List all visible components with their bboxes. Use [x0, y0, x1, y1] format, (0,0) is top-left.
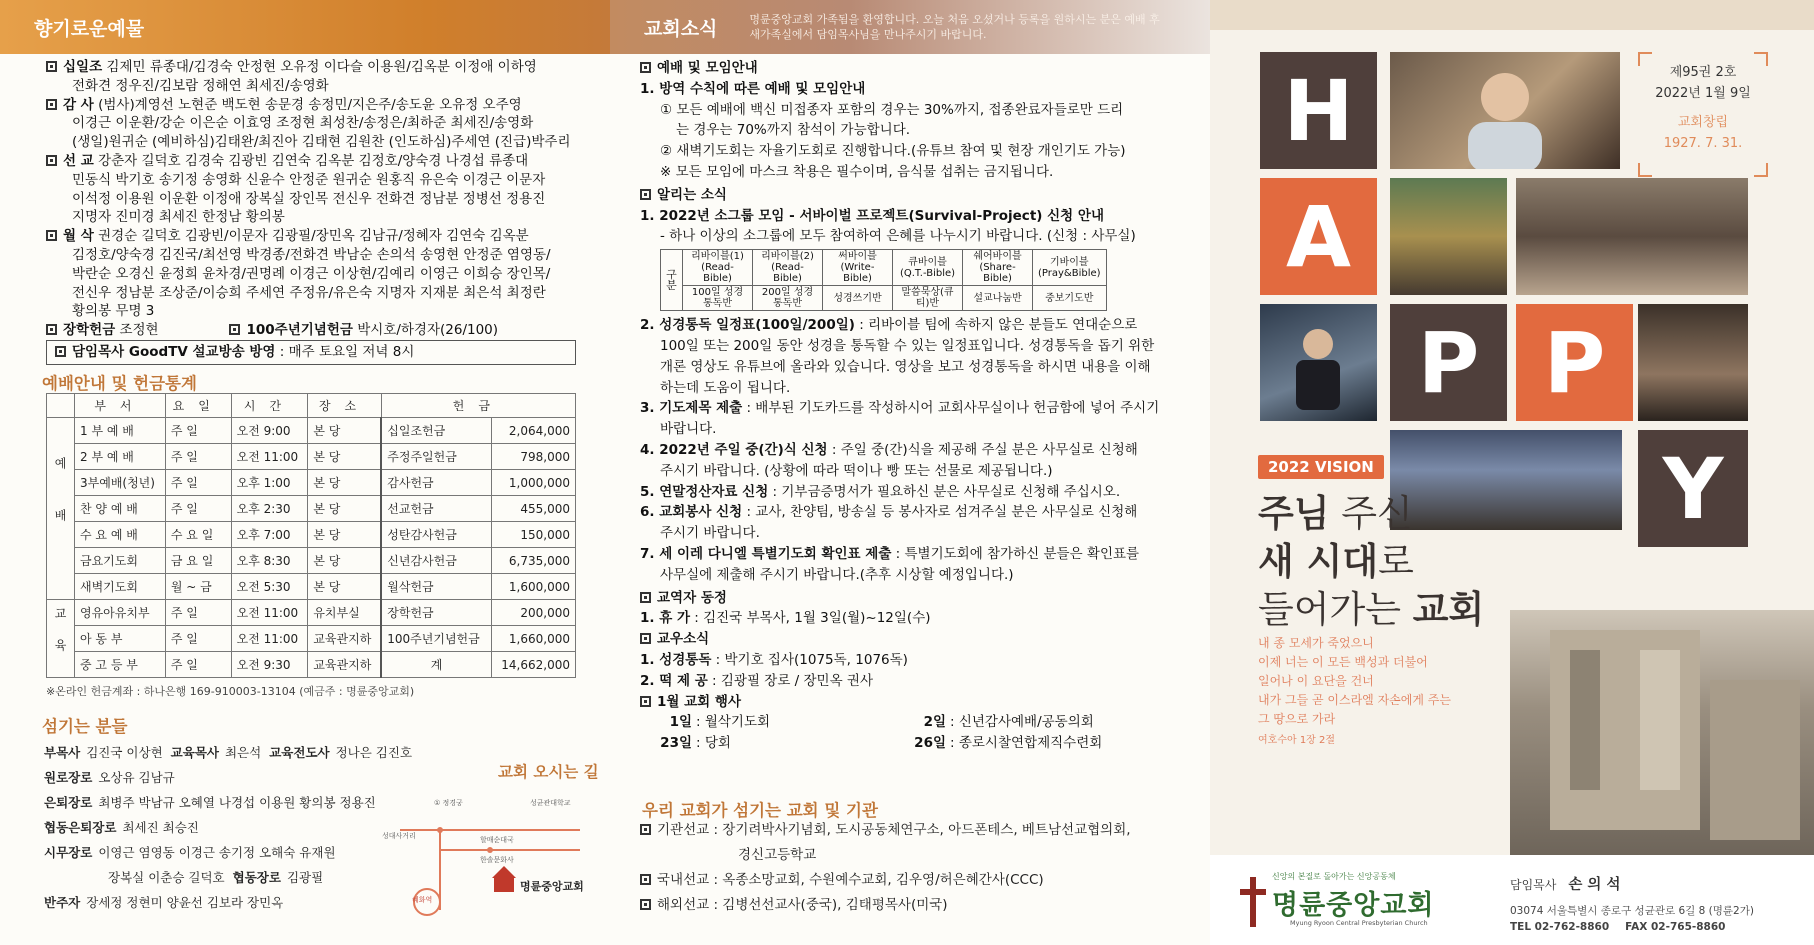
- table-row: [47, 496, 576, 522]
- th-empty: [47, 394, 75, 418]
- people-photo: [1638, 304, 1748, 421]
- news-item: 1. 휴 가: [640, 610, 691, 627]
- table-row: [47, 574, 576, 600]
- news-line: : 김광필 장로 / 장민옥 권사: [707, 672, 874, 689]
- org-value: : 장기려박사기념회, 도시공동체연구소, 아드폰테스, 베트남선교협의회,: [713, 822, 1131, 838]
- table-cell: 오전 11:00: [231, 444, 308, 470]
- staff-row: [44, 890, 364, 915]
- offering-names-line: 황의봉 무명 3: [72, 303, 155, 320]
- section-worship: 예배 및 모임안내: [657, 60, 758, 76]
- staff-names: 정나은 김진호: [335, 745, 413, 760]
- news-line: : 배부된 기도카드를 작성하시어 교회사무실이나 헌금함에 넣어 주시기: [742, 400, 1160, 417]
- table-row: [47, 444, 576, 470]
- square-bullet-icon: [640, 696, 651, 707]
- map-drawing: [380, 760, 600, 930]
- table-cell: 수 요 일: [165, 522, 231, 548]
- news-item-row: [640, 398, 1200, 419]
- rt-head: 써바이블 (Write-Bible): [823, 250, 893, 286]
- staff-role: 교육목사: [170, 745, 219, 760]
- table-cell: 오전 5:30: [231, 574, 308, 600]
- rt-val: 성경쓰기반: [823, 286, 893, 311]
- verse-line: 이제 너는 이 모든 백성과 더불어: [1258, 655, 1428, 669]
- table-cell: 월삭헌금: [381, 574, 491, 600]
- church-eng-name: Myung Ryoon Central Presbyterian Church: [1290, 919, 1428, 927]
- table-cell: 아 동 부: [75, 626, 166, 652]
- org-row: [640, 893, 1200, 918]
- welcome-note: 명륜중앙교회 가족됨을 환영합니다. 오늘 처음 오셨거나 등록을 원하시는 분은 예배 후 새가족실에서 담임목사님을 만나주시기 바랍니다.: [749, 13, 1160, 41]
- table-cell: 주 일: [165, 652, 231, 678]
- rt-head: 리바이블(2) (Read-Bible): [753, 250, 823, 286]
- table-cell: 오전 9:30: [231, 652, 308, 678]
- news-line: : 박기호 집사(1075독, 1076독): [711, 651, 908, 668]
- square-bullet-icon: [640, 824, 651, 835]
- section-events: 1월 교회 행사: [657, 693, 741, 710]
- news-line: ① 모든 예배에 백신 미접종자 포함의 경우는 30%까지, 접종완료자들로만 드리: [660, 101, 1124, 118]
- section-member-news: 교우소식: [657, 631, 710, 648]
- pastor-photo-icon: [1390, 52, 1620, 169]
- section-announcements: 알리는 소식: [657, 186, 727, 203]
- table-cell: 오전 9:00: [231, 418, 308, 444]
- cover-panel: [1210, 0, 1814, 945]
- news-item: 1. 2022년 소그룹 모임 - 서바이벌 프로젝트(Survival-Project) 신청 안내: [640, 207, 1105, 224]
- building-icon: [1510, 610, 1814, 855]
- table-cell: 2,064,000: [491, 418, 575, 444]
- issue-date: 2022년 1월 9일: [1655, 86, 1751, 101]
- table-cell: 선교헌금: [381, 496, 491, 522]
- church-tagline: 신앙의 본질로 돌아가는 신앙공동체: [1272, 872, 1396, 881]
- map-label-crossroad: 성대사거리: [382, 832, 416, 840]
- map-title: 교회 오시는 길: [498, 763, 599, 781]
- news-line: 사무실에 제출해 주시기 바랍니다.(추후 시상할 예정입니다.): [660, 566, 1014, 583]
- th-place: 장소: [308, 394, 381, 418]
- table-cell: 오후 1:00: [231, 470, 308, 496]
- table-cell: 수 요 예 배: [75, 522, 166, 548]
- org-value: : 김병선선교사(중국), 김태평목사(미국): [713, 897, 948, 913]
- offering-names-line: 김제민 류종대/김경숙 안정현 오유정 이다슬 이용원/김옥분 이정애 이하영: [106, 59, 537, 75]
- table-cell: 본 당: [308, 418, 381, 444]
- news-line: - 하나 이상의 소그룹에 모두 참여하여 은혜를 나누시기 바랍니다. (신청 : 사무실): [660, 228, 1136, 245]
- letter-a-tile: A: [1260, 178, 1377, 295]
- congregation-photo: [1390, 178, 1507, 295]
- table-cell: 금 요 일: [165, 548, 231, 574]
- th-dept: 부서: [75, 394, 166, 418]
- table-cell: 455,000: [491, 496, 575, 522]
- th-day: 요일: [165, 394, 231, 418]
- worship-table: [46, 393, 576, 678]
- table-cell: 장학헌금: [381, 600, 491, 626]
- offering-line: [46, 58, 586, 77]
- map-label-restaurant: 할매순대국: [480, 836, 514, 844]
- worship-title: 예배안내 및 헌금통계: [42, 374, 197, 393]
- table-cell: 교육관지하: [308, 652, 381, 678]
- offering-line: [46, 265, 586, 284]
- news-item-row: [640, 544, 1200, 565]
- news-item: 6. 교회봉사 신청: [640, 504, 743, 521]
- offering-names-line: 전화견 정우진/김보람 정해연 최세진/송영화: [72, 77, 329, 94]
- table-cell: 본 당: [308, 444, 381, 470]
- table-cell: 2 부 예 배: [75, 444, 166, 470]
- square-bullet-icon: [640, 633, 651, 644]
- news-line: 개론 영상도 유튜브에 올라와 있습니다. 영상을 보고 성경통독을 하시면 내용을 이해: [660, 358, 1151, 375]
- org-label: 기관선교: [657, 822, 710, 838]
- square-bullet-icon: [46, 324, 57, 335]
- news-line: : 교사, 찬양팀, 방송실 등 봉사자로 섬겨주실 분은 사무실로 신청해: [742, 504, 1138, 521]
- table-cell: 100주년기념헌금: [381, 626, 491, 652]
- staff-role: 협동은퇴장로: [44, 820, 117, 835]
- offering-line: [46, 190, 586, 209]
- staff-role: 원로장로: [44, 770, 93, 785]
- news-item-row: [640, 482, 1200, 503]
- pastor-info: 담임목사 손 의 석: [1510, 877, 1621, 893]
- table-cell: 새벽기도회: [75, 574, 166, 600]
- account-note: ※온라인 헌금계좌 : 하나은행 169-910003-13104 (예금주 : 명륜중앙교회): [46, 685, 415, 698]
- table-cell: 십일조헌금: [381, 418, 491, 444]
- offering-line: [46, 246, 586, 265]
- news-item-row: [640, 315, 1200, 336]
- broadcast-label: 담임목사 GoodTV 설교방송 방영: [72, 343, 276, 360]
- news-item: 2. 성경통독 일정표(100일/200일): [640, 317, 855, 334]
- table-cell: 주정주일헌금: [381, 444, 491, 470]
- church-name-logo: 명륜중앙교회: [1272, 890, 1435, 921]
- news-line: : 기부금증명서가 필요하신 분은 사무실로 신청해 주십시오.: [768, 483, 1121, 500]
- table-cell: 주 일: [165, 444, 231, 470]
- rt-head: 큐바이블 (Q.T.-Bible): [893, 250, 963, 286]
- table-cell: 오전 11:00: [231, 626, 308, 652]
- verse-line: 내가 그들 곧 이스라엘 자손에게 주는: [1258, 693, 1451, 707]
- broadcast-value: : 매주 토요일 저녁 8시: [279, 343, 415, 360]
- staff-row: [44, 790, 376, 815]
- table-cell: 오전 11:00: [231, 600, 308, 626]
- news-line: 주시기 바랍니다. (상황에 따라 떡이나 빵 또는 선물로 제공됩니다.): [660, 462, 1053, 479]
- offering-names: [46, 58, 586, 365]
- staff-names: 최세진 최승진: [122, 820, 199, 835]
- staff-row: [44, 840, 364, 865]
- group-worship: 예배: [47, 418, 75, 600]
- offering-names-line: 강춘자 길덕호 김경숙 김광빈 김연숙 김옥분 김정호/양숙경 나경섭 류종대: [98, 152, 529, 169]
- map-label-univ: 성균관대학교: [530, 799, 571, 807]
- offering-line: [46, 227, 586, 246]
- table-row: [47, 418, 576, 444]
- church-contact: TEL 02-762-8860 FAX 02-765-8860: [1510, 921, 1726, 933]
- table-cell: 계: [381, 652, 491, 678]
- offerings-title: 향기로운예물: [34, 17, 145, 40]
- square-bullet-icon: [46, 230, 57, 241]
- table-cell: 월 ~ 금: [165, 574, 231, 600]
- table-cell: 6,735,000: [491, 548, 575, 574]
- news-item: 1. 성경통독: [640, 651, 712, 668]
- offering-names-line: 전신우 정남분 조상준/이승희 주세연 주정유/유은숙 지명자 지재분 최은석 최정란: [72, 284, 546, 301]
- letter-p-tile-1: P: [1390, 304, 1507, 421]
- news-title: 교회소식: [644, 17, 718, 40]
- offering-line: [46, 302, 586, 321]
- group-photo: [1516, 178, 1748, 295]
- staff-row: [44, 765, 364, 790]
- verse-line: 일어나 이 요단을 건너: [1258, 674, 1374, 688]
- offering-label: 선 교: [63, 152, 94, 169]
- square-bullet-icon: [55, 346, 66, 357]
- org-label: 해외선교: [657, 897, 710, 913]
- centennial-label: 100주년기념헌금: [246, 322, 353, 339]
- staff-names: 김광필: [286, 870, 324, 885]
- news-item: 3. 기도제목 제출: [640, 400, 743, 417]
- square-bullet-icon: [640, 62, 651, 73]
- offerings-header: [0, 0, 610, 54]
- staff-role: 반주자: [44, 895, 81, 910]
- scripture-verse: [1258, 634, 1451, 750]
- org-row: [640, 818, 1200, 843]
- rt-val: 100일 성경통독반: [683, 286, 753, 311]
- offering-names-line: 권경순 길덕호 김광빈/이문자 김광필/장민옥 김남규/정혜자 김연숙 김옥분: [98, 228, 529, 245]
- letter-h-tile: H: [1260, 52, 1377, 169]
- table-row: [47, 626, 576, 652]
- table-cell: 200,000: [491, 600, 575, 626]
- offering-line: [46, 77, 586, 96]
- table-cell: 본 당: [308, 470, 381, 496]
- staff-names: 김진국 이상현: [86, 745, 163, 760]
- news-line: 바랍니다.: [660, 421, 717, 438]
- org-row: [640, 868, 1200, 893]
- map-label-station: 혜화역: [412, 896, 433, 904]
- news-line: 주시기 바랍니다.: [660, 525, 760, 542]
- jangak-name: 조정현: [119, 322, 159, 339]
- table-cell: 신년감사헌금: [381, 548, 491, 574]
- offerings-panel: [0, 0, 610, 945]
- offering-names-line: (범사)계영선 노현준 백도현 송문경 송정민/지은주/송도윤 오유정 오주영: [98, 96, 522, 113]
- table-row: [47, 470, 576, 496]
- jangak-label: 장학헌금: [63, 322, 116, 339]
- orgs-list: [640, 818, 1200, 918]
- table-cell: 중 고 등 부: [75, 652, 166, 678]
- preacher-icon: [1260, 304, 1377, 421]
- news-item-row: [640, 502, 1200, 523]
- offering-names-line: 박란순 오경신 윤정희 윤차경/권명례 이경근 이상현/김예리 이영근 이희승 장인목/: [72, 265, 551, 282]
- square-bullet-icon: [640, 874, 651, 885]
- group-education: 교육: [47, 600, 75, 678]
- offering-label: 십일조: [63, 59, 103, 75]
- th-offering: 헌금: [381, 394, 575, 418]
- table-cell: 오후 7:00: [231, 522, 308, 548]
- square-bullet-icon: [229, 324, 240, 335]
- news-line: 는 경우는 70%까지 참석이 가능합니다.: [676, 122, 911, 139]
- staff-title: 섬기는 분들: [42, 717, 128, 736]
- offering-line: [46, 96, 586, 115]
- table-cell: 주 일: [165, 418, 231, 444]
- offering-line: [46, 133, 586, 152]
- staff-role: 교육전도사: [269, 745, 330, 760]
- table-cell: 유치부실: [308, 600, 381, 626]
- founded-date: 1927. 7. 31.: [1663, 136, 1743, 151]
- founded-label: 교회창립: [1677, 115, 1729, 130]
- news-item: 4. 2022년 주일 중(간)식 신청: [640, 441, 828, 458]
- smallgroup-table: [660, 249, 1107, 311]
- news-body: [640, 58, 1200, 754]
- news-line: : 김진국 부목사, 1월 3일(월)~12일(수): [690, 610, 931, 627]
- news-line: : 주일 중(간)식을 제공해 주실 분은 사무실로 신청해: [827, 441, 1138, 458]
- rt-val: 중보기도반: [1033, 286, 1107, 311]
- staff-names: 최은석: [224, 745, 262, 760]
- special-offerings: [46, 321, 586, 340]
- staff-row: [44, 865, 364, 890]
- staff-names: 장복실 이춘승 길덕호: [108, 870, 225, 885]
- rt-head: 쉐어바이블 (Share-Bible): [963, 250, 1033, 286]
- table-cell: 주 일: [165, 496, 231, 522]
- letter-y-tile: Y: [1638, 430, 1748, 547]
- preaching-photo: [1260, 304, 1377, 421]
- church-footer: [1210, 855, 1814, 945]
- map-label-church: 명륜중앙교회: [520, 880, 584, 893]
- table-row: [47, 548, 576, 574]
- offering-line: [46, 114, 586, 133]
- table-cell: 1,000,000: [491, 470, 575, 496]
- issue-box: [1638, 52, 1768, 177]
- offering-line: [46, 152, 586, 171]
- news-line: ② 새벽기도회는 자율기도회로 진행합니다.(유튜브 참여 및 현장 개인기도 가능): [660, 143, 1126, 160]
- offering-names-line: 김정호/양숙경 김진국/최선영 박경종/전화견 박남순 손의석 송영현 안정준 염영동/: [72, 246, 551, 263]
- square-bullet-icon: [46, 155, 57, 166]
- offering-names-line: (생일)원귀순 (예비하심)김태완/최진아 김태현 김원찬 (인도하심)주세연 (진급)박주리: [72, 134, 571, 151]
- table-cell: 본 당: [308, 548, 381, 574]
- rt-head: 리바이블(1) (Read-Bible): [683, 250, 753, 286]
- table-cell: 본 당: [308, 574, 381, 600]
- staff-names: 최병주 박남규 오혜열 나경섭 이용원 황의봉 정용진: [98, 795, 376, 810]
- staff-role: 부목사: [44, 745, 81, 760]
- table-cell: 주 일: [165, 600, 231, 626]
- table-cell: 오후 8:30: [231, 548, 308, 574]
- staff-role: 협동장로: [232, 870, 281, 885]
- table-cell: 3부예배(청년): [75, 470, 166, 496]
- table-cell: 주 일: [165, 626, 231, 652]
- pastor-photo: [1390, 52, 1620, 169]
- offering-names-line: 이석정 이용원 이운환 이정애 장복실 장인목 전신우 전화견 정남분 정병선 정용진: [72, 190, 546, 207]
- rt-val: 말씀묵상(큐티)반: [893, 286, 963, 311]
- offering-line: [46, 171, 586, 190]
- rt-val: 200일 성경통독반: [753, 286, 823, 311]
- table-cell: 주 일: [165, 470, 231, 496]
- table-cell: 본 당: [308, 522, 381, 548]
- vision-badge: 2022 VISION: [1258, 455, 1384, 479]
- letter-p-tile-2: P: [1516, 304, 1633, 421]
- event-row: 1일 : 월삭기도회 2일 : 신년감사예배/공동의회: [669, 714, 1094, 731]
- news-item: 1. 방역 수칙에 따른 예배 및 모임안내: [640, 80, 866, 97]
- th-time: 시간: [231, 394, 308, 418]
- table-cell: 영유아유치부: [75, 600, 166, 626]
- news-panel: [610, 0, 1210, 945]
- table-cell: 교육관지하: [308, 626, 381, 652]
- map-label-palace: ① 정경궁: [434, 799, 463, 807]
- news-line: : 특별기도회에 참가하신 분들은 확인표를: [891, 545, 1140, 562]
- table-cell: 금요기도회: [75, 548, 166, 574]
- org-label: 국내선교: [657, 872, 710, 888]
- table-cell: 1,660,000: [491, 626, 575, 652]
- staff-names: 장세정 정현미 양윤선 김보라 장민옥: [86, 895, 284, 910]
- staff-names: 이영근 염영동 이경근 송기정 오해숙 유재원: [98, 845, 336, 860]
- offering-names-line: 지명자 진미경 최세진 한정남 황의봉: [72, 209, 285, 226]
- square-bullet-icon: [46, 99, 57, 110]
- vision-slogan: 주님 주신 새 시대로 들어가는 교회: [1258, 492, 1485, 631]
- org-value: : 옥종소망교회, 수원예수교회, 김우영/허은혜간사(CCC): [713, 872, 1044, 888]
- rt-head: 기바이블 (Pray&Bible): [1033, 250, 1107, 286]
- square-bullet-icon: [640, 189, 651, 200]
- offering-line: [46, 284, 586, 303]
- table-cell: 1 부 예 배: [75, 418, 166, 444]
- staff-role: 시무장로: [44, 845, 93, 860]
- church-address: 03074 서울특별시 종로구 성균관로 6길 8 (명륜2가): [1510, 905, 1754, 917]
- verse-reference: 여호수아 1장 2절: [1258, 735, 1336, 746]
- event-row: 23일 : 당회 26일 : 종로시찰연합제직수련회: [660, 735, 1103, 752]
- table-cell: 감사헌금: [381, 470, 491, 496]
- news-header: [610, 0, 1210, 54]
- news-line: ※ 모든 모임에 마스크 착용은 필수이며, 음식물 섭취는 금지됩니다.: [660, 163, 1054, 180]
- offering-label: 감 사: [63, 96, 94, 113]
- table-cell: 798,000: [491, 444, 575, 470]
- news-item: 5. 연말정산자료 신청: [640, 483, 769, 500]
- offering-names-line: 이경근 이운환/강순 이은순 이효영 조정현 최성찬/송정은/최하준 최세진/송영화: [72, 115, 534, 132]
- table-cell: 150,000: [491, 522, 575, 548]
- staff-row: [44, 815, 364, 840]
- news-item: 2. 떡 제 공: [640, 672, 708, 689]
- issue-number: 제95권 2호: [1669, 65, 1737, 80]
- orgs-title: 우리 교회가 섬기는 교회 및 기관: [642, 801, 878, 820]
- broadcast-box: [46, 340, 576, 365]
- org-value: 경신고등학교: [738, 847, 817, 863]
- table-cell: 성탄감사헌금: [381, 522, 491, 548]
- verse-line: 내 종 모세가 죽었으니: [1258, 636, 1374, 650]
- table-row: [47, 652, 576, 678]
- cross-icon: [1240, 877, 1266, 927]
- news-line: 100일 또는 200일 동안 성경을 통독할 수 있는 일정표입니다. 성경통독을 돕기 위한: [660, 337, 1155, 354]
- offering-names-line: 민동식 박기호 송기정 송영화 신윤수 안정준 원귀순 원홍직 유은숙 이경근 이문자: [72, 171, 546, 188]
- offering-line: [46, 208, 586, 227]
- table-row: [47, 600, 576, 626]
- square-bullet-icon: [640, 899, 651, 910]
- news-line: 하는데 도움이 됩니다.: [660, 379, 791, 396]
- staff-role: 은퇴장로: [44, 795, 93, 810]
- church-map: [380, 760, 600, 930]
- news-item: 7. 세 이레 다니엘 특별기도회 확인표 제출: [640, 545, 892, 562]
- cover-top-band: [1210, 0, 1814, 30]
- news-list: [640, 315, 1200, 585]
- table-cell: 찬 양 예 배: [75, 496, 166, 522]
- offering-label: 월 삭: [63, 228, 94, 245]
- news-line: : 리바이블 팀에 속하지 않은 분들도 연대순으로: [854, 317, 1138, 334]
- square-bullet-icon: [640, 592, 651, 603]
- rt-side: 구분: [661, 250, 683, 311]
- verse-line: 그 땅으로 가라: [1258, 712, 1336, 726]
- table-row: [47, 522, 576, 548]
- table-cell: 1,600,000: [491, 574, 575, 600]
- staff-names: 오상유 김남규: [98, 770, 175, 785]
- staff-row: [44, 740, 413, 765]
- table-cell: 오후 2:30: [231, 496, 308, 522]
- church-building-photo: [1510, 610, 1814, 855]
- table-cell: 14,662,000: [491, 652, 575, 678]
- section-staff-news: 교역자 동정: [657, 589, 727, 606]
- rt-val: 설교나눔반: [963, 286, 1033, 311]
- centennial-value: 박시호/하경자(26/100): [357, 322, 499, 339]
- table-cell: 본 당: [308, 496, 381, 522]
- map-label-shop: 한솔문화사: [480, 856, 514, 864]
- square-bullet-icon: [46, 61, 57, 72]
- news-item-row: [640, 440, 1200, 461]
